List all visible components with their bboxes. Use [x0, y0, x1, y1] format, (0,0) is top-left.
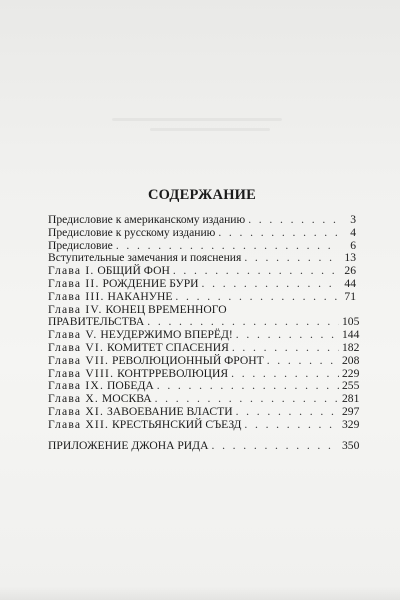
chapter-title: РОЖДЕНИЕ БУРИ — [102, 276, 199, 290]
chapter-number: Глава III. — [48, 289, 105, 303]
chapter-title: КОНТРРЕВОЛЮЦИЯ — [117, 366, 229, 380]
chapter-page: 71 — [344, 289, 356, 303]
dot-leader — [236, 406, 339, 419]
chapter-page: 208 — [342, 353, 360, 367]
dot-leader — [248, 214, 339, 227]
chapter-number: Глава VI. — [48, 340, 105, 354]
toc-title: СОДЕРЖАНИЕ — [147, 187, 257, 203]
entry-page: 3 — [350, 213, 356, 226]
chapter-title-line1: КОНЕЦ ВРЕМЕННОГО — [105, 302, 227, 316]
entry-page: 6 — [350, 238, 356, 252]
appendix-label: ПРИЛОЖЕНИЕ ДЖОНА РИДА — [48, 438, 209, 452]
chapter-title: КОМИТЕТ СПАСЕНИЯ — [106, 340, 229, 354]
chapter-page: 105 — [342, 315, 360, 329]
bleed-through-mark — [112, 118, 282, 121]
chapter-title: ЗАВОЕВАНИЕ ВЛАСТИ — [106, 404, 233, 418]
chapter-title: ОБЩИЙ ФОН — [97, 264, 170, 278]
chapter-number: Глава II. — [48, 276, 100, 290]
dot-leader — [157, 380, 339, 393]
chapter-number: Глава VII. — [48, 353, 110, 367]
dot-leader — [244, 419, 339, 432]
chapter-page: 44 — [344, 276, 356, 290]
chapter-title: НЕУДЕРЖИМО ВПЕРЁД! — [100, 328, 233, 342]
entry-label: Предисловие к американскому изданию — [48, 213, 246, 226]
dot-leader — [218, 227, 339, 240]
chapter-page: 26 — [344, 264, 356, 278]
entry-page: 13 — [344, 251, 356, 265]
dot-leader — [236, 329, 339, 342]
chapter-page: 255 — [342, 379, 360, 393]
chapter-title: НАКАНУНЕ — [107, 289, 173, 303]
chapter-title-line2: ПРАВИТЕЛЬСТВА — [48, 315, 145, 329]
chapter-title: МОСКВА — [101, 392, 152, 406]
dot-leader — [267, 355, 339, 368]
toc-entry — [48, 227, 356, 240]
chapter-number: Глава XI. — [48, 404, 105, 418]
dot-leader — [244, 252, 339, 265]
chapter-number: Глава IV. — [48, 302, 103, 316]
page-shadow — [0, 586, 400, 600]
appendix-page: 350 — [342, 438, 360, 452]
chapter-title: ПОБЕДА — [106, 379, 154, 393]
chapter-page: 144 — [342, 328, 360, 342]
entry-label: Предисловие — [48, 238, 113, 252]
chapter-number: Глава XII. — [48, 417, 110, 431]
bleed-through-mark — [150, 128, 270, 131]
entry-label: Предисловие к русскому изданию — [48, 225, 216, 239]
chapter-number: Глава IX. — [48, 379, 105, 393]
chapter-number: Глава X. — [48, 392, 99, 406]
chapter-page: 182 — [342, 340, 360, 354]
toc-appendix — [48, 438, 360, 453]
chapter-page: 229 — [342, 366, 360, 380]
toc-chapter — [48, 417, 360, 432]
chapter-number: Глава I. — [48, 264, 95, 278]
table-of-contents — [48, 186, 360, 452]
chapter-page: 329 — [342, 417, 360, 431]
chapter-number: Глава V. — [48, 328, 98, 342]
chapter-title: РЕВОЛЮЦИОННЫЙ ФРОНТ — [112, 353, 264, 367]
chapter-title: КРЕСТЬЯНСКИЙ СЪЕЗД — [112, 417, 242, 431]
chapter-page: 297 — [342, 404, 360, 418]
dot-leader — [202, 278, 339, 291]
dot-leader — [231, 368, 339, 381]
dot-leader — [211, 440, 339, 453]
chapter-page: 281 — [342, 392, 360, 406]
toc-entry — [48, 214, 356, 227]
chapter-number: Глава VIII. — [48, 366, 115, 380]
entry-page: 4 — [350, 225, 356, 239]
entry-label: Вступительные замечания и пояснения — [48, 251, 242, 265]
